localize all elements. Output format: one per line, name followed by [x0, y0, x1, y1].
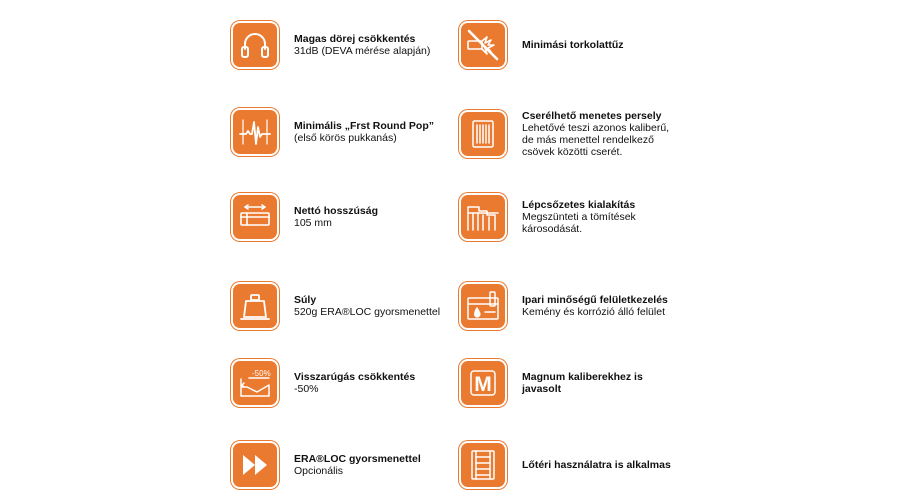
magnum-letter: M [474, 373, 492, 396]
magnum-icon [461, 361, 505, 405]
feature-desc: -50% [294, 383, 319, 395]
weight-icon [233, 284, 277, 328]
feature-title: Minimási torkolattűz [522, 39, 624, 51]
feature-desc: 31dB (DEVA mérése alapján) [294, 45, 431, 57]
feature-eraloc [233, 443, 421, 487]
shooting-range-icon [461, 443, 505, 487]
feature-magnum [461, 361, 643, 405]
recoil-badge: -50% [252, 369, 271, 378]
feature-recoil-reduction [233, 361, 415, 405]
pressure-wave-icon [233, 110, 277, 154]
headphones-icon [233, 23, 277, 67]
feature-title: Lépcsőzetes kialakítás [522, 199, 636, 211]
feature-title: Ipari minőségű felületkezelés [522, 294, 668, 306]
no-throat-fire-icon [461, 23, 505, 67]
surface-treatment-icon [461, 284, 505, 328]
feature-title: Magnum kaliberekhez is [522, 371, 643, 383]
feature-desc: 105 mm [294, 217, 332, 229]
fast-forward-icon [233, 443, 277, 487]
feature-title: ERA®LOC gyorsmenettel [294, 453, 421, 465]
feature-desc: Lehetővé teszi azonos kaliberű, [522, 122, 670, 134]
feature-desc: csövek közötti cserét. [522, 146, 623, 158]
feature-surface-treatment [461, 284, 668, 328]
feature-title: Nettó hosszúság [294, 205, 379, 217]
feature-net-length [233, 195, 378, 239]
feature-minimal-muzzle-flash [461, 23, 624, 67]
feature-title: Lőtéri használatra is alkalmas [522, 459, 671, 471]
feature-title: Visszarúgás csökkentés [294, 371, 416, 383]
feature-desc: Opcionális [294, 465, 344, 477]
feature-title-cont: javasolt [522, 383, 562, 395]
recoil-reduction-icon [233, 361, 277, 405]
feature-first-round-pop [233, 110, 434, 154]
feature-weight [233, 284, 440, 328]
threaded-sleeve-icon [461, 112, 505, 156]
feature-desc: 520g ERA®LOC gyorsmenettel [294, 306, 441, 318]
feature-threaded-sleeve [461, 110, 669, 158]
feature-desc: károsodását. [522, 223, 583, 235]
feature-shooting-range [461, 443, 671, 487]
feature-desc: Kemény és korrózió álló felület [522, 306, 665, 318]
feature-title: Súly [294, 294, 317, 306]
feature-stepped-design [461, 195, 636, 239]
length-icon [233, 195, 277, 239]
stepped-design-icon [461, 195, 505, 239]
feature-title: Magas dörej csökkentés [294, 33, 416, 45]
feature-noise-reduction [233, 23, 430, 67]
feature-title: Cserélhető menetes persely [522, 110, 662, 122]
feature-desc: (első körös pukkanás) [294, 132, 397, 144]
feature-desc: de más menettel rendelkező [522, 134, 654, 146]
feature-desc: Megszünteti a tömítések [522, 211, 636, 223]
feature-title: Minimális „Frst Round Pop” [294, 120, 435, 132]
